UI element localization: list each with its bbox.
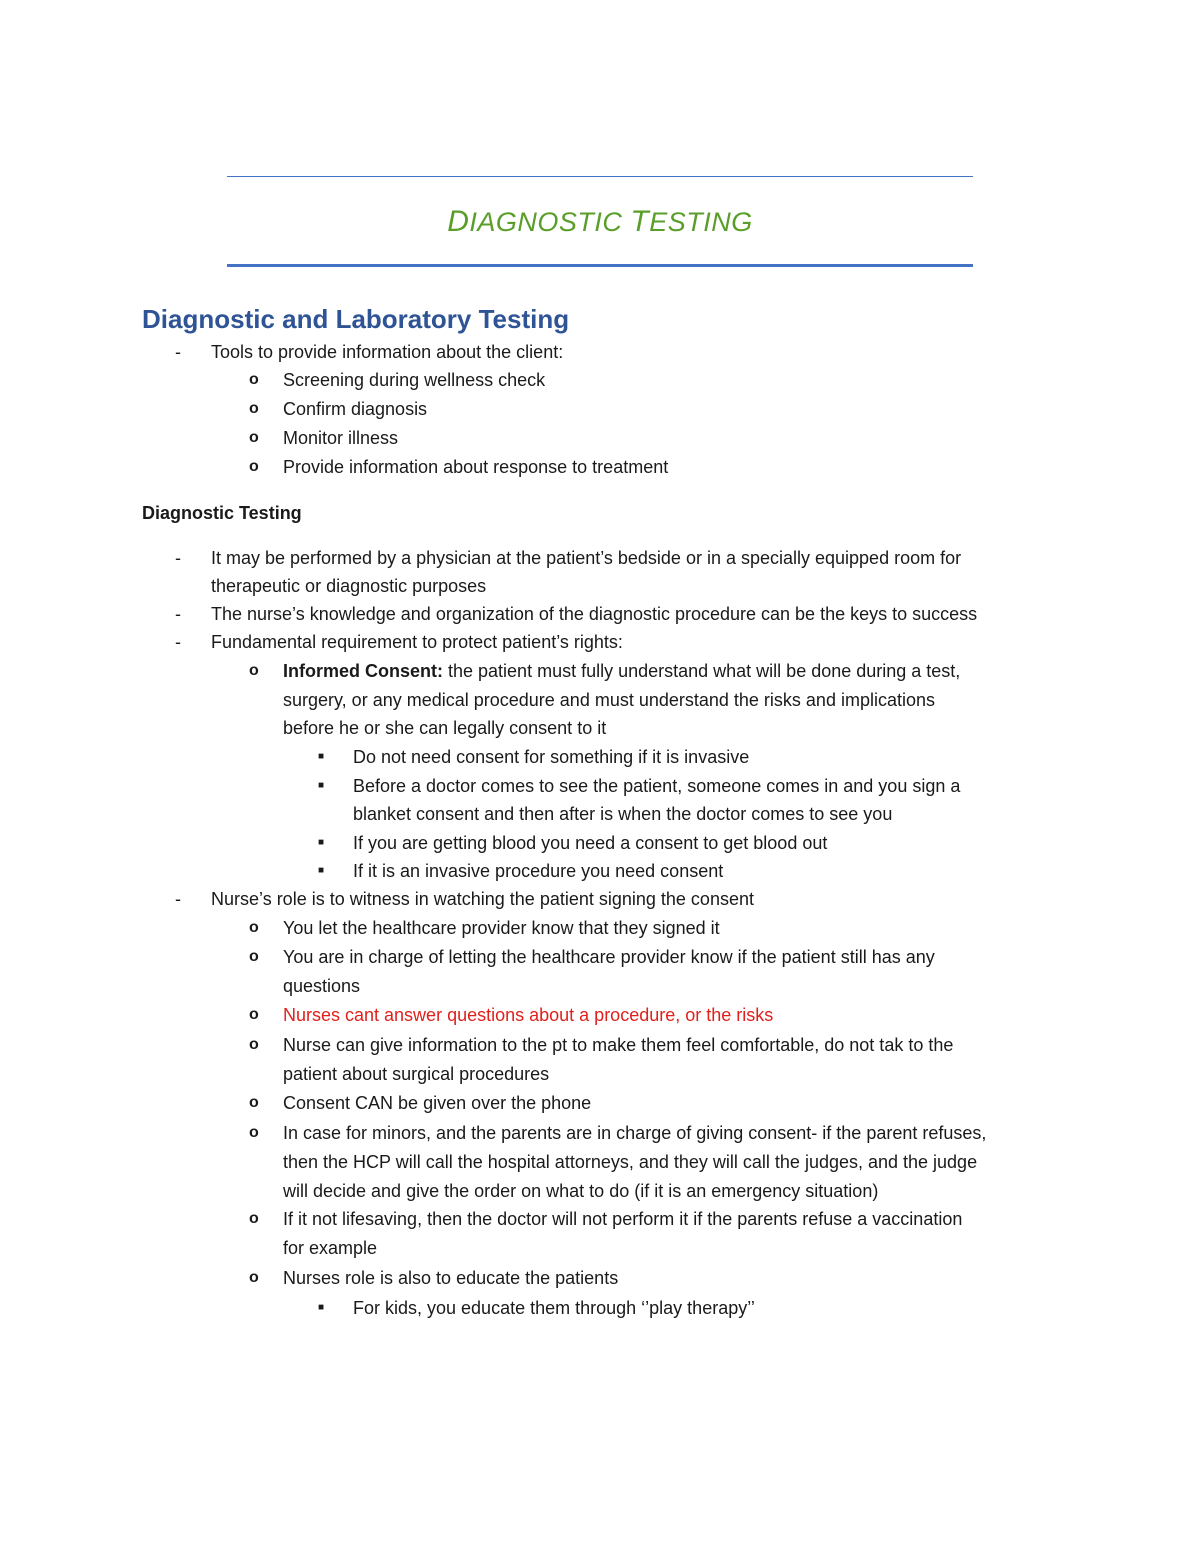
circle-bullet: o xyxy=(249,919,259,936)
title-bottom-rule xyxy=(227,264,973,267)
list-item: You let the healthcare provider know that they signed it xyxy=(283,918,720,938)
heading-diagnostic-testing: Diagnostic Testing xyxy=(142,503,302,523)
circle-bullet: o xyxy=(249,948,259,965)
list-item: Informed Consent: the patient must fully understand what will be done during a test, xyxy=(283,661,961,681)
circle-bullet: o xyxy=(249,400,259,417)
list-item: Tools to provide information about the client: xyxy=(211,342,564,362)
circle-bullet: o xyxy=(249,458,259,475)
circle-bullet: o xyxy=(249,1006,259,1023)
circle-bullet: o xyxy=(249,1124,259,1141)
list-item-continuation: therapeutic or diagnostic purposes xyxy=(211,576,487,596)
circle-bullet: o xyxy=(249,1210,259,1227)
list-item: Consent CAN be given over the phone xyxy=(283,1093,592,1113)
list-item: Nurse’s role is to witness in watching the patient signing the consent xyxy=(211,889,754,909)
list-item: Do not need consent for something if it is invasive xyxy=(353,747,750,767)
list-item: Before a doctor comes to see the patient, someone comes in and you sign a xyxy=(353,776,961,796)
informed-consent-label: Informed Consent: xyxy=(283,661,443,681)
list-item: Screening during wellness check xyxy=(283,370,546,390)
list-item-continuation: questions xyxy=(283,976,361,996)
circle-bullet: o xyxy=(249,662,259,679)
document-title: DIAGNOSTIC TESTING xyxy=(447,205,753,238)
list-item: Nurses role is also to educate the patients xyxy=(283,1268,619,1288)
list-item: If it is an invasive procedure you need consent xyxy=(353,861,724,881)
list-item-continuation: blanket consent and then after is when the doctor comes to see you xyxy=(353,804,893,824)
square-bullet: ■ xyxy=(318,780,325,791)
list-item: Confirm diagnosis xyxy=(283,399,428,419)
square-bullet: ■ xyxy=(318,837,325,848)
list-item-continuation: will decide and give the order on what to do (if it is an emergency situation) xyxy=(283,1181,879,1201)
circle-bullet: o xyxy=(249,371,259,388)
title-top-rule xyxy=(227,176,973,177)
list-item: Monitor illness xyxy=(283,428,399,448)
list-item: In case for minors, and the parents are in charge of giving consent- if the parent refuses, xyxy=(283,1123,987,1143)
circle-bullet: o xyxy=(249,1269,259,1286)
square-bullet: ■ xyxy=(318,865,325,876)
circle-bullet: o xyxy=(249,1036,259,1053)
dash-bullet: - xyxy=(175,889,181,909)
list-item: It may be performed by a physician at the patient’s bedside or in a specially equipped room for xyxy=(211,548,962,568)
list-item: The nurse’s knowledge and organization of the diagnostic procedure can be the keys to success xyxy=(211,604,978,624)
list-item-continuation: surgery, or any medical procedure and must understand the risks and implications xyxy=(283,690,935,710)
list-item: For kids, you educate them through ‘’play therapy’’ xyxy=(353,1298,755,1318)
list-item: You are in charge of letting the healthcare provider know if the patient still has any xyxy=(283,947,935,967)
list-item: If you are getting blood you need a consent to get blood out xyxy=(353,833,828,853)
square-bullet: ■ xyxy=(318,751,325,762)
dash-bullet: - xyxy=(175,604,181,624)
list-item: Nurse can give information to the pt to make them feel comfortable, do not tak to the xyxy=(283,1035,954,1055)
list-item-continuation: before he or she can legally consent to it xyxy=(283,718,607,738)
dash-bullet: - xyxy=(175,342,181,362)
list-item: If it not lifesaving, then the doctor will not perform it if the parents refuse a vaccination xyxy=(283,1209,963,1229)
list-item-highlighted: Nurses cant answer questions about a procedure, or the risks xyxy=(283,1005,774,1025)
dash-bullet: - xyxy=(175,548,181,568)
list-item-continuation: for example xyxy=(283,1238,378,1258)
circle-bullet: o xyxy=(249,1094,259,1111)
square-bullet: ■ xyxy=(318,1302,325,1313)
list-item: Provide information about response to treatment xyxy=(283,457,669,477)
list-item-continuation: patient about surgical procedures xyxy=(283,1064,550,1084)
list-item: Fundamental requirement to protect patient’s rights: xyxy=(211,632,623,652)
dash-bullet: - xyxy=(175,632,181,652)
heading-diagnostic-and-laboratory-testing: Diagnostic and Laboratory Testing xyxy=(142,304,570,334)
circle-bullet: o xyxy=(249,429,259,446)
list-item-continuation: then the HCP will call the hospital attorneys, and they will call the judges, and the judge xyxy=(283,1152,978,1172)
